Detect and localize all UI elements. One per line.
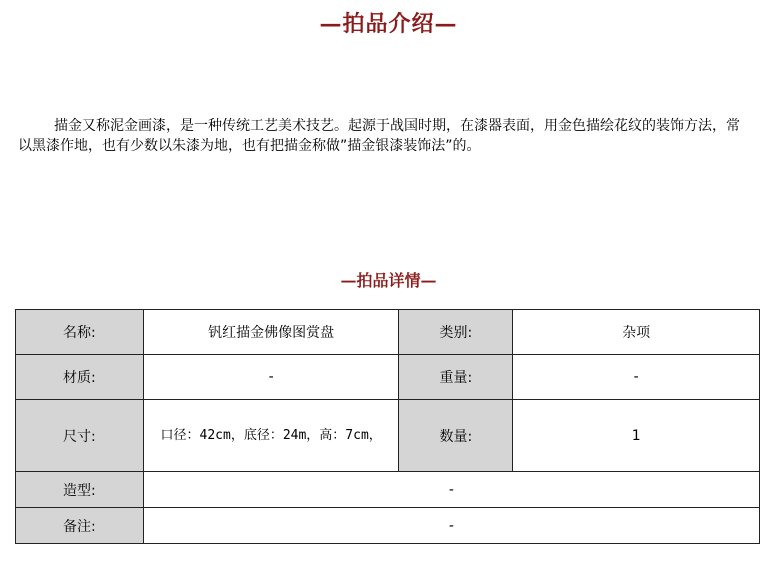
quantity-value: 1 bbox=[513, 400, 760, 472]
size-label: 尺寸: bbox=[16, 400, 144, 472]
note-value: - bbox=[143, 508, 759, 544]
material-label: 材质: bbox=[16, 355, 144, 400]
shape-value: - bbox=[143, 472, 759, 508]
table-row bbox=[16, 508, 760, 544]
category-label: 类别: bbox=[399, 310, 513, 355]
note-label: 备注: bbox=[16, 508, 144, 544]
section-title-intro: —拍品介绍— bbox=[319, 11, 458, 37]
table-row bbox=[16, 400, 760, 472]
category-value: 杂项 bbox=[513, 310, 760, 355]
details-table bbox=[15, 309, 760, 544]
section-title-details: —拍品详情— bbox=[340, 271, 437, 290]
name-value: 钒红描金佛像图赏盘 bbox=[143, 310, 399, 355]
table-row bbox=[16, 355, 760, 400]
material-value: - bbox=[143, 355, 399, 400]
shape-label: 造型: bbox=[16, 472, 144, 508]
table-row bbox=[16, 472, 760, 508]
weight-value: - bbox=[513, 355, 760, 400]
quantity-label: 数量: bbox=[399, 400, 513, 472]
name-label: 名称: bbox=[16, 310, 144, 355]
size-value: 口径：42cm，底径：24m，高：7cm， bbox=[143, 400, 399, 472]
intro-paragraph: 描金又称泥金画漆，是一种传统工艺美术技艺。起源于战国时期，在漆器表面，用金色描绘花纹的装饰方法，常以黑漆作地，也有少数以朱漆为地，也有把描金称做”描金银漆装饰法”的。 bbox=[18, 118, 740, 154]
weight-label: 重量: bbox=[399, 355, 513, 400]
table-row bbox=[16, 310, 760, 355]
